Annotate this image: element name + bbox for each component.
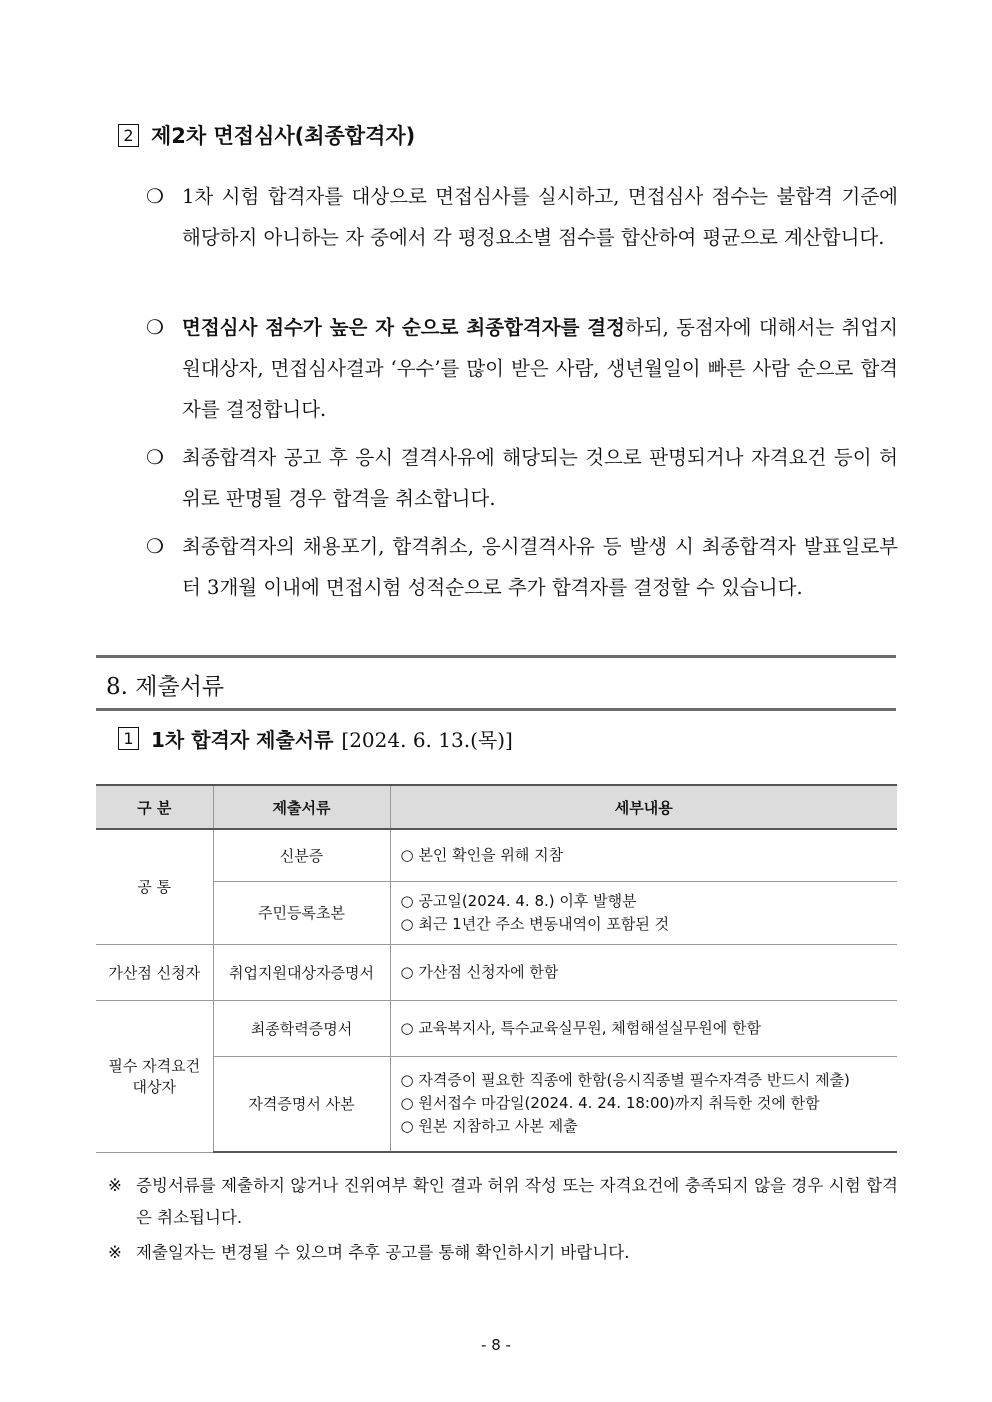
bullet-item: [146, 437, 898, 519]
page-number: - 8 -: [481, 1336, 511, 1354]
detail-line: ○ 최근 1년간 주소 변동내역이 포함된 것: [400, 914, 670, 933]
bullet-bold-text: 면접심사 점수가 높은 자 순으로 최종합격자를 결정: [182, 316, 625, 339]
subsection-heading-1: [118, 724, 513, 753]
doc-cell: 취업지원대상자증명서: [213, 944, 390, 1000]
bullet-item: [146, 526, 898, 608]
details-cell: [390, 1056, 897, 1152]
circle-bullet-icon: ❍: [146, 534, 164, 558]
detail-line: ○ 공고일(2024. 4. 8.) 이후 발행분: [400, 891, 637, 910]
header-category: 구 분: [96, 785, 213, 829]
subsection-title: 1차 합격자 제출서류: [151, 728, 334, 752]
details-cell: [390, 944, 897, 1000]
reference-mark-icon: ※: [108, 1243, 122, 1262]
section-heading-8: 8. 제출서류: [106, 674, 225, 700]
header-document: 제출서류: [213, 785, 390, 829]
section-heading-2: [118, 120, 415, 150]
bullet-item: [146, 176, 898, 258]
table-row: [96, 881, 897, 944]
subsection-number-box: 1: [118, 727, 139, 750]
bullet-text: 1차 시험 합격자를 대상으로 면접심사를 실시하고, 면접심사 점수는 불합격 기준에 해당하지 아니하는 자 중에서 각 평정요소별 점수를 합산하여 평균으로 계산합니다.: [182, 185, 898, 249]
circle-bullet-icon: ❍: [146, 184, 164, 208]
note-item: [108, 1170, 898, 1234]
detail-line: ○ 교육복지사, 특수교육실무원, 체험해설실무원에 한함: [400, 1018, 761, 1037]
doc-cell: 자격증명서 사본: [213, 1056, 390, 1152]
header-details: 세부내용: [390, 785, 897, 829]
group-bonus: 가산점 신청자: [96, 944, 213, 1000]
detail-line: ○ 자격증이 필요한 직종에 한함(응시직종별 필수자격증 반드시 제출): [400, 1071, 850, 1090]
doc-cell: 최종학력증명서: [213, 1000, 390, 1056]
section-number-box: 2: [118, 124, 139, 147]
table-row: [96, 829, 897, 881]
details-cell: [390, 829, 897, 881]
section-divider-top: [96, 655, 896, 658]
details-cell: [390, 881, 897, 944]
circle-bullet-icon: ❍: [146, 315, 164, 339]
table-header-row: [96, 785, 897, 829]
group-common: 공 통: [96, 829, 213, 944]
doc-cell: 주민등록초본: [213, 881, 390, 944]
detail-line: ○ 원본 지참하고 사본 제출: [400, 1117, 578, 1136]
subsection-date: [2024. 6. 13.(목)]: [341, 728, 513, 752]
details-cell: [390, 1000, 897, 1056]
detail-line: ○ 가산점 신청자에 한함: [400, 962, 559, 981]
note-text: 증빙서류를 제출하지 않거나 진위여부 확인 결과 허위 작성 또는 자격요건에 충족되지 않을 경우 시험 합격은 취소됩니다.: [136, 1176, 898, 1227]
table-row: [96, 1056, 897, 1152]
table-row: [96, 944, 897, 1000]
table-row: [96, 1000, 897, 1056]
bullet-text: 최종합격자 공고 후 응시 결격사유에 해당되는 것으로 판명되거나 자격요건 등이 허위로 판명될 경우 합격을 취소합니다.: [182, 446, 898, 510]
section-title: 제2차 면접심사(최종합격자): [151, 124, 416, 148]
detail-line: ○ 원서접수 마감일(2024. 4. 24. 18:00)까지 취득한 것에 한함: [400, 1094, 820, 1113]
note-text: 제출일자는 변경될 수 있으며 추후 공고를 통해 확인하시기 바랍니다.: [136, 1243, 630, 1262]
circle-bullet-icon: ❍: [146, 445, 164, 469]
note-item: [108, 1237, 898, 1269]
group-required: 필수 자격요건 대상자: [96, 1000, 213, 1152]
bullet-text: 최종합격자의 채용포기, 합격취소, 응시결격사유 등 발생 시 최종합격자 발표일로부터 3개월 이내에 면접시험 성적순으로 추가 합격자를 결정할 수 있습니다.: [182, 535, 898, 599]
bullet-text: 하되, 동점자에 대해서는 취업지원대상자, 면접심사결과 ‘우수’를 많이 받은 사람, 생년월일이 빠른 사람 순으로 합격자를 결정합니다.: [182, 316, 898, 421]
documents-table: [96, 784, 897, 1153]
reference-mark-icon: ※: [108, 1176, 122, 1195]
doc-cell: 신분증: [213, 829, 390, 881]
detail-line: ○ 본인 확인을 위해 지참: [400, 845, 564, 864]
bullet-item: [146, 307, 898, 430]
section-divider-bottom: [96, 708, 896, 711]
